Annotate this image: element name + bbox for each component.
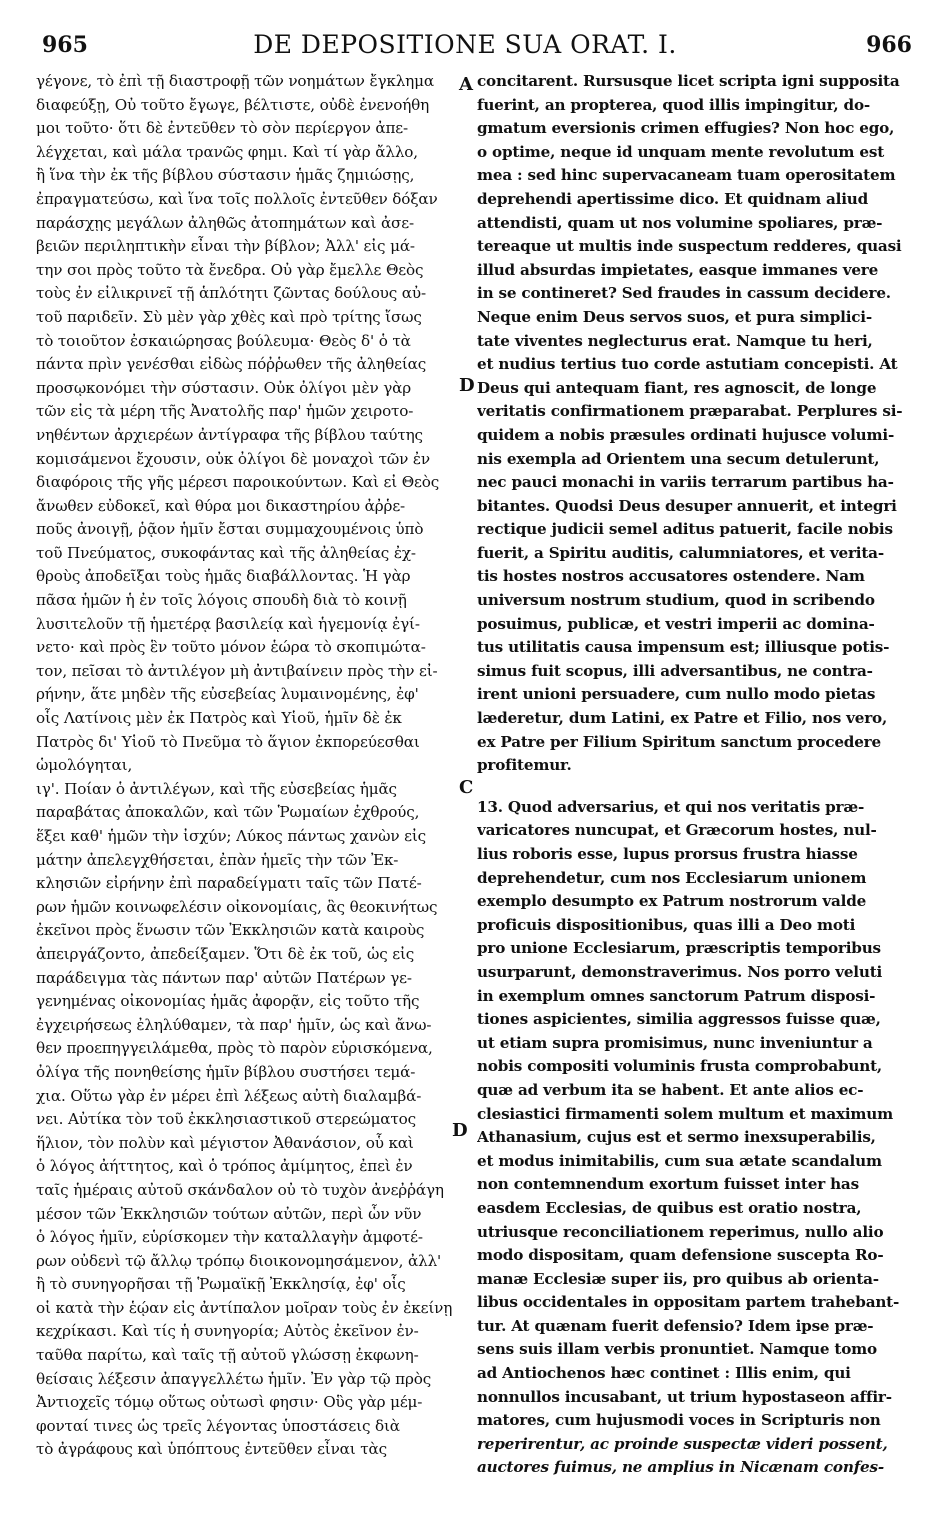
text-line: læderetur, dum Latini, ex Patre et Filio, nos vero, xyxy=(477,709,888,728)
text-line: ὁ λόγος ἡμῖν, εὑρίσκομεν τὴν καταλλαγὴν ἀμφοτέ- xyxy=(36,1228,423,1247)
text-line: τοῦ παριδεῖν. Σὺ μὲν γὰρ χθὲς καὶ πρὸ τρίτης ἴσως xyxy=(36,307,422,326)
text-line: usurparunt, demonstraverimus. Nos porro veluti xyxy=(477,962,883,981)
text-line: ρων οὐδενὶ τῷ ἄλλῳ τρόπῳ διοικονομησάμενον, ἀλλ' xyxy=(36,1251,442,1270)
text-line: θείσαις λέξεσιν ἀπαγγελλέτω ἡμῖν. Ἐν γὰρ τῷ πρὸς xyxy=(36,1369,432,1388)
page-number-left: 965 xyxy=(42,32,88,58)
text-line: tereaque ut multis inde suspectum redderes, quasi xyxy=(477,237,902,256)
text-line: illud absurdas impietates, easque immanes vere xyxy=(477,260,879,279)
text-line: irent unioni persuadere, cum nullo modo pietas xyxy=(477,685,876,704)
section-marker-c: C xyxy=(459,777,474,798)
text-line: universum nostrum studium, quod in scribendo xyxy=(477,591,875,610)
latin-column xyxy=(477,70,905,1522)
text-line: nec pauci monachi in variis terrarum partibus ha- xyxy=(477,473,894,492)
text-line: tus utilitatis causa impensum est; illiusque potis- xyxy=(477,638,890,657)
text-line: reperirentur, ac proinde suspectæ videri possent, xyxy=(477,1434,888,1453)
text-line: μοι τοῦτο· ὅτι δὲ ἐντεῦθεν τὸ σὸν περίεργον ἀπε- xyxy=(36,119,408,138)
text-line: libus occidentales in oppositam partem trahebant- xyxy=(477,1293,900,1312)
text-line: manæ Ecclesiæ super iis, pro quibus ab orienta- xyxy=(477,1269,879,1288)
text-line: την σοι πρὸς τοῦτο τὰ ἔνεδρα. Οὐ γὰρ ἔμελλε Θεὸς xyxy=(36,260,424,279)
text-line: rectique judicii semel aditus patuerit, facile nobis xyxy=(477,520,893,539)
text-line: ἕξει καθ' ἡμῶν τὴν ἰσχύν; Λύκος πάντως χανὼν εἰς xyxy=(36,827,426,845)
text-line: ρήνην, ἅτε μηδὲν τῆς εὐσεβείας λυμαινομένης, ἐφ' xyxy=(36,685,419,704)
text-line: attendisti, quam ut nos volumine spoliares, præ- xyxy=(477,213,883,232)
text-line: τον, πεῖσαι τὸ ἀντιλέγον μὴ ἀντιβαίνειν πρὸς τὴν εἰ- xyxy=(36,661,438,680)
text-line: exemplo desumpto ex Patrum nostrorum valde xyxy=(477,892,867,911)
text-line: γενημένας οἰκονομίας ἡμᾶς ἀφορᾷν, εἰς τοῦτο τῆς xyxy=(36,992,420,1011)
text-line: τῶν εἰς τὰ μέρη τῆς Ἀνατολῆς παρ' ἡμῶν χειροτο- xyxy=(36,402,414,421)
text-line: nonnullos incusabant, ut trium hypostaseon affir- xyxy=(477,1387,892,1406)
text-line: simus fuit scopus, illi adversantibus, ne contra- xyxy=(477,661,873,680)
text-line: νηθέντων ἀρχιερέων ἀντίγραφα τῆς βίβλου ταύτης xyxy=(36,425,423,444)
text-line: ρων ἡμῶν κοινωφελέσιν οἰκονομίαις, ἃς θεοκινήτως xyxy=(36,897,438,916)
page-header xyxy=(0,30,930,64)
text-line: utriusque reconciliationem reperimus, nullo alio xyxy=(477,1222,884,1241)
text-line: ταῖς ἡμέραις αὐτοῦ σκάνδαλον οὐ τὸ τυχὸν ἀνεῤῥάγη xyxy=(36,1180,444,1199)
text-line: ποῦς ἀνοιγῇ, ῥᾷον ἡμῖν ἔσται συμμαχουμένοις ὑπὸ xyxy=(36,520,424,539)
text-line: proficuis dispositionibus, quas illi a Deo moti xyxy=(477,915,856,934)
text-line: μάτην ἀπελεγχθήσεται, ἐπὰν ἡμεῖς τὴν τῶν Ἐκ- xyxy=(36,850,399,869)
text-line: lius roboris esse, lupus prorsus frustra hiasse xyxy=(477,845,858,863)
text-line: 13. Quod adversarius, et qui nos veritatis præ- xyxy=(477,797,865,816)
text-line: tiones aspicientes, similia aggressos fuisse quæ, xyxy=(477,1010,881,1029)
running-title: DE DEPOSITIONE SUA ORAT. I. xyxy=(253,30,677,59)
text-line: quæ ad verbum ita se habent. Et ante alios ec- xyxy=(477,1080,864,1099)
text-line: ταῦθα παρίτω, καὶ ταῖς τῇ αὐτοῦ γλώσσῃ ἐκφωνη- xyxy=(36,1346,419,1365)
text-line: sens suis illam verbis pronuntiet. Namque tomo xyxy=(477,1340,877,1359)
text-line: οἱ κατὰ τὴν ἑῴαν εἰς ἀντίπαλον μοῖραν τοὺς ἐν ἐκείνῃ xyxy=(36,1298,453,1317)
text-line: quidem a nobis præsules ordinati hujusce volumi- xyxy=(477,425,895,444)
text-line: ἢ ἵνα τὴν ἐκ τῆς βίβλου σύστασιν ἡμᾶς ζημιώσῃς, xyxy=(36,166,415,185)
text-line: auctores fuimus, ne amplius in Nicænam confes- xyxy=(477,1458,884,1477)
text-line: διαφεύξῃ, Οὐ τοῦτο ἔγωγε, βέλτιστε, οὐδὲ ἐνενοήθη xyxy=(36,95,430,114)
text-line: θεν προεπηγγειλάμεθα, πρὸς τὸ παρὸν εὑρισκόμενα, xyxy=(36,1039,433,1058)
text-line: μέσον τῶν Ἐκκλησιῶν τούτων αὐτῶν, περὶ ὧν νῦν xyxy=(36,1204,422,1223)
text-line: nis exempla ad Orientem una secum detulerunt, xyxy=(477,449,880,468)
text-line: concitarent. Rursusque licet scripta igni supposita xyxy=(477,72,900,90)
text-line: tate viventes neglecturus erat. Namque tu heri, xyxy=(477,331,873,350)
text-line: κομισάμενοι ἔχουσιν, οὐκ ὀλίγοι δὲ μοναχοὶ τῶν ἐν xyxy=(36,449,430,468)
text-line: ἥλιον, τὸν πολὺν καὶ μέγιστον Ἀθανάσιον, οὗ καὶ xyxy=(36,1133,414,1152)
text-line: ἀπειργάζοντο, ἀπεδείξαμεν. Ὅτι δὲ ἐκ τοῦ, ὡς εἰς xyxy=(36,944,415,963)
text-line: in exemplum omnes sanctorum Patrum disposi- xyxy=(477,986,876,1005)
text-line: pro unione Ecclesiarum, præscriptis temporibus xyxy=(477,939,881,958)
text-line: et nudius tertius tuo corde astutiam concepisti. At xyxy=(477,355,898,374)
text-line: nobis compositi voluminis frusta comprobabunt, xyxy=(477,1057,882,1076)
text-line: deprehendetur, cum nos Ecclesiarum unionem xyxy=(477,868,867,887)
text-line: tur. At quænam fuerit defensio? Idem ipse præ- xyxy=(477,1316,874,1335)
text-line: ὡμολόγηται, xyxy=(36,756,133,775)
text-line: mea : sed hinc supervacaneam tuam operositatem xyxy=(477,166,896,185)
text-line: non contemnendum exortum fuisset inter has xyxy=(477,1175,859,1194)
text-line: γέγονε, τὸ ἐπὶ τῇ διαστροφῇ τῶν νοημάτων ἔγκλημα xyxy=(36,72,434,90)
text-line: veritatis confirmationem præparabat. Perplures si- xyxy=(477,402,903,421)
text-line: διαφόροις τῆς γῆς μέρεσι παροικούντων. Καὶ εἰ Θεὸς xyxy=(36,473,440,492)
text-line: Ἀντιοχεῖς τόμῳ οὕτως οὑτωσὶ φησιν· Οὓς γὰρ μέμ- xyxy=(36,1393,423,1412)
text-line: ἐγχειρήσεως ἐληλύθαμεν, τὰ παρ' ἡμῖν, ὡς καὶ ἄνω- xyxy=(36,1015,432,1034)
text-line: παράσχῃς μεγάλων ἀληθῶς ἀτοπημάτων καὶ ἀσε- xyxy=(36,213,414,232)
text-line: Deus qui antequam fiant, res agnoscit, de longe xyxy=(477,378,877,397)
text-line: νετο· καὶ πρὸς ἓν τοῦτο μόνον ἑώρα τὸ σκοπιμώτα- xyxy=(36,638,426,657)
text-line: posuimus, publicæ, et vestri imperii ac domina- xyxy=(477,614,875,633)
text-line: modo dispositam, quam defensione suscepta Ro- xyxy=(477,1246,884,1265)
text-line: easdem Ecclesias, de quibus est oratio nostra, xyxy=(477,1198,862,1217)
text-line: λυσιτελοῦν τῇ ἡμετέρᾳ βασιλείᾳ καὶ ἡγεμονίᾳ ἐγί- xyxy=(36,614,420,633)
text-line xyxy=(477,778,905,796)
text-line: πάντα πρὶν γενέσθαι εἰδὼς πόῤῥωθεν τῆς ἀληθείας xyxy=(36,355,427,374)
text-line: κεχρίκασι. Καὶ τίς ἡ συνηγορία; Αὐτὸς ἐκεῖνον ἐν- xyxy=(36,1322,419,1341)
text-line: o optime, neque id unquam mente revolutum est xyxy=(477,142,885,161)
text-line: varicatores nuncupat, et Græcorum hostes, nul- xyxy=(477,821,877,840)
section-marker-d-upper: D xyxy=(459,375,475,396)
text-line: bitantes. Quodsi Deus desuper annuerit, et integri xyxy=(477,496,897,515)
text-line: παραβάτας ἀποκαλῶν, καὶ τῶν Ῥωμαίων ἐχθρούς, xyxy=(36,803,420,822)
text-line: ὀλίγα τῆς πονηθείσης ἡμῖν βίβλου συστήσει τεμά- xyxy=(36,1062,416,1081)
text-line: deprehendi apertissime dico. Et quidnam aliud xyxy=(477,189,869,208)
text-line: profitemur. xyxy=(477,756,572,775)
text-line: τοῦ Πνεύματος, συκοφάντας καὶ τῆς ἀληθείας ἐχ- xyxy=(36,543,416,562)
text-line: ἐκεῖνοι πρὸς ἕνωσιν τῶν Ἐκκλησιῶν κατὰ καιροὺς xyxy=(36,921,425,940)
text-line: gmatum eversionis crimen effugies? Non hoc ego, xyxy=(477,119,895,138)
text-line: νει. Αὐτίκα τὸν τοῦ ἐκκλησιαστικοῦ στερεώματος xyxy=(36,1110,417,1129)
text-line: in se contineret? Sed fraudes in cassum decidere. xyxy=(477,284,891,303)
text-line: fuerint, an propterea, quod illis impingitur, do- xyxy=(477,95,870,114)
text-line: θροὺς ἀποδεῖξαι τοὺς ἡμᾶς διαβάλλοντας. Ἡ γὰρ xyxy=(36,567,411,586)
text-line: βειῶν περιληπτικὴν εἶναι τὴν βίβλον; Ἀλλ' εἰς μά- xyxy=(36,237,415,256)
text-line: ex Patre per Filium Spiritum sanctum procedere xyxy=(477,732,881,751)
text-line: φονταί τινες ὡς τρεῖς λέγοντας ὑποστάσεις διὰ xyxy=(36,1416,400,1435)
text-line: Neque enim Deus servos suos, et pura simplici- xyxy=(477,307,872,326)
text-line: οἷς Λατίνοις μὲν ἐκ Πατρὸς καὶ Υἱοῦ, ἡμῖν δὲ ἐκ xyxy=(36,709,402,728)
text-line: ad Antiochenos hæc continet : Illis enim, qui xyxy=(477,1364,851,1383)
text-line: clesiastici firmamenti solem multum et maximum xyxy=(477,1104,893,1123)
text-line: παράδειγμα τὰς πάντων παρ' αὐτῶν Πατέρων γε- xyxy=(36,968,412,987)
greek-column xyxy=(36,70,458,1522)
text-line: Athanasium, cujus est et sermo inexsuperabilis, xyxy=(477,1128,876,1147)
text-line: κλησιῶν εἰρήνην ἐπὶ παραδείγματι ταῖς τῶν Πατέ- xyxy=(36,874,422,893)
text-line: ἢ τὸ συνηγορῆσαι τῇ Ῥωμαϊκῇ Ἐκκλησίᾳ, ἐφ' οἷς xyxy=(36,1275,406,1294)
text-line: et modus inimitabilis, cum sua ætate scandalum xyxy=(477,1151,882,1170)
section-marker-d-lower: D xyxy=(452,1120,468,1141)
page-number-right: 966 xyxy=(866,32,912,58)
section-marker-a: A xyxy=(459,74,473,95)
text-line: ὁ λόγος ἀήττητος, καὶ ὁ τρόπος ἀμίμητος, ἐπεὶ ἐν xyxy=(36,1157,413,1176)
text-line: tis hostes nostros accusatores ostendere. Nam xyxy=(477,567,865,586)
text-line: ιγ'. Ποίαν ὁ ἀντιλέγων, καὶ τῆς εὐσεβείας ἡμᾶς xyxy=(36,779,397,798)
text-line: προσῳκονόμει τὴν σύστασιν. Οὐκ ὀλίγοι μὲν γὰρ xyxy=(36,378,412,397)
text-line: τὸ ἀγράφους καὶ ὑπόπτους ἐντεῦθεν εἶναι τὰς xyxy=(36,1440,387,1459)
text-line: Πατρὸς δι' Υἱοῦ τὸ Πνεῦμα τὸ ἅγιον ἐκπορεύεσθαι xyxy=(36,732,420,751)
text-line: fuerit, a Spiritu auditis, calumniatores, et verita- xyxy=(477,543,884,562)
text-line: matores, cum hujusmodi voces in Scripturis non xyxy=(477,1411,881,1430)
text-line: πᾶσα ἡμῶν ἡ ἐν τοῖς λόγοις σπουδὴ διὰ τὸ κοινῇ xyxy=(36,591,407,610)
text-line: λέγχεται, καὶ μάλα τρανῶς φημι. Καὶ τί γὰρ ἄλλο, xyxy=(36,142,418,161)
text-line: χια. Οὕτω γὰρ ἐν μέρει ἐπὶ λέξεως αὐτὴ διαλαμβά- xyxy=(36,1086,422,1105)
text-line: ἄνωθεν εὐδοκεῖ, καὶ θύρα μοι δικαστηρίου ἀῤῥε- xyxy=(36,496,406,515)
text-line: τὸ τοιοῦτον ἐσκαιώρησας βούλευμα· Θεὸς δ' ὁ τὰ xyxy=(36,331,411,350)
text-line: τοὺς ἐν εἰλικρινεῖ τῇ ἁπλότητι ζῶντας δούλους αὐ- xyxy=(36,284,426,303)
text-line: ἐπραγματεύσω, καὶ ἵνα τοῖς πολλοῖς ἐντεῦθεν δόξαν xyxy=(36,189,438,208)
text-line: ut etiam supra promisimus, nunc inveniuntur a xyxy=(477,1033,873,1052)
